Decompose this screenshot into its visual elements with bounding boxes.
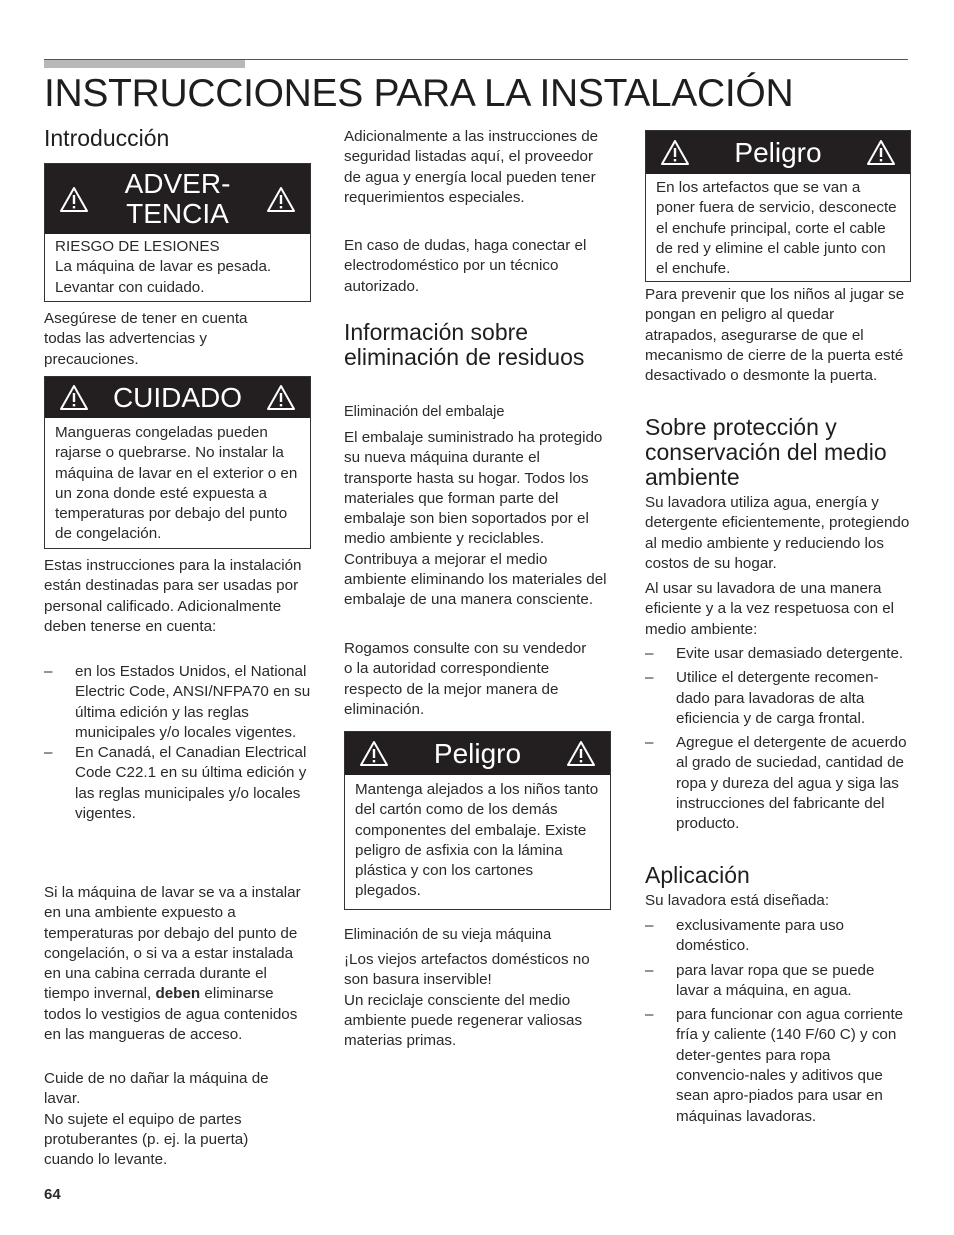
peligro-body: En los artefactos que se van a poner fuera de servicio, desconecte el enchufe principal, corte el cable de red y elimine el cable junto con el enchufe. bbox=[656, 179, 897, 278]
col2-para1: Adicionalmente a las instrucciones de seguridad listadas aquí, el proveedor de agua y energía local pueden tener requerimientos especiales. bbox=[344, 128, 599, 206]
warning-triangle-icon bbox=[266, 186, 296, 213]
advertencia-risk-label: RIESGO DE LESIONES bbox=[55, 238, 220, 255]
list-item: – Utilice el detergente recomen-dado para lavadoras de alta eficiencia y de carga frontal. bbox=[645, 668, 907, 729]
advertencia-title-line2: TENCIA bbox=[126, 198, 229, 229]
col1-para4-line2: No sujete el equipo de partes protuberantes (p. ej. la puerta) cuando lo levante. bbox=[44, 1110, 249, 1169]
warning-triangle-icon bbox=[359, 740, 389, 767]
col2-para4: Rogamos consulte con su vendedor o la autoridad correspondiente respecto de la mejor manera de eliminación. bbox=[344, 640, 587, 718]
list-item: – Evite usar demasiado detergente. bbox=[645, 644, 907, 664]
packaging-subheading: Eliminación del embalaje bbox=[344, 404, 505, 420]
col3-para4: Su lavadora está diseñada: bbox=[645, 892, 830, 909]
col1-para3-text-end: eliminarse todos lo vestigios de agua contenidos en las mangueras de acceso. bbox=[44, 985, 298, 1044]
warning-triangle-icon bbox=[266, 384, 296, 411]
list-item: – en los Estados Unidos, el National Electric Code, ANSI/NFPA70 en su última edición y las reglas municipales y/o locales vigentes. bbox=[44, 662, 312, 743]
cuidado-title: CUIDADO bbox=[112, 382, 243, 413]
peligro-title: Peligro bbox=[734, 137, 822, 168]
list-item: – exclusivamente para uso doméstico. bbox=[645, 916, 907, 957]
environment-heading: Sobre protección y conservación del medio ambiente bbox=[645, 414, 887, 490]
col1-para1: Asegúrese de tener en cuenta todas las advertencias y precauciones. bbox=[44, 310, 248, 368]
col2-para5 bbox=[344, 950, 606, 1051]
peligro-header bbox=[345, 732, 610, 775]
peligro-body: Mantenga alejados a los niños tanto del cartón como de los demás componentes del embalaje. Existe peligro de asfixia con la lámina plástica y con los cartones plegados. bbox=[355, 781, 599, 900]
cuidado-body: Mangueras congeladas pueden rajarse o quebrarse. No instalar la máquina de lavar en el exterior o en un zona donde esté expuesta a temperaturas por debajo del punto de congelación. bbox=[55, 424, 298, 543]
page-title: INSTRUCCIONES PARA LA INSTALACIÓN bbox=[44, 72, 794, 115]
peligro-title: Peligro bbox=[433, 738, 522, 769]
application-heading: Aplicación bbox=[645, 862, 750, 888]
col1-para3-bold: deben bbox=[155, 985, 201, 1003]
column-1 bbox=[44, 126, 312, 151]
old-machine-subheading: Eliminación de su vieja máquina bbox=[344, 927, 552, 943]
warning-triangle-icon bbox=[566, 740, 596, 767]
cuidado-box bbox=[44, 376, 311, 549]
col3-list1 bbox=[645, 644, 907, 835]
advertencia-text: La máquina de lavar es pesada. Levantar con cuidado. bbox=[55, 258, 272, 296]
peligro-box-packaging bbox=[344, 731, 611, 910]
col1-para2: Estas instrucciones para la instalación están destinadas para ser usadas por personal calificado. Adicionalmente deben tenerse en cuenta: bbox=[44, 557, 302, 635]
list-item: – En Canadá, el Canadian Electrical Code C22.1 en su última edición y las reglas municipales y/o locales vigentes. bbox=[44, 743, 312, 824]
cuidado-header bbox=[45, 377, 310, 418]
col2-para3: El embalaje suministrado ha protegido su nueva máquina durante el transporte hasta su hogar. Todos los materiales que forman parte del embalaje son bien soportados por el medio ambiente y reciclables. Contribuya a mejorar el medio ambiente eliminando los materiales del embalaje de una manera consciente. bbox=[344, 429, 607, 609]
peligro-header bbox=[646, 131, 910, 174]
intro-heading: Introducción bbox=[44, 125, 170, 151]
list-item: – para funcionar con agua corriente fría y caliente (140 F/60 C) y con deter-gentes para ropa convencio-nales y aditivos que sean apro-piados para usar en máquinas lavadoras. bbox=[645, 1005, 907, 1127]
col3-para2: Su lavadora utiliza agua, energía y detergente eficientemente, protegiendo al medio ambiente y reduciendo los costos de su hogar. bbox=[645, 494, 910, 572]
advertencia-title bbox=[89, 169, 266, 229]
warning-triangle-icon bbox=[59, 186, 89, 213]
col3-list2 bbox=[645, 916, 907, 1127]
col3-para1: Para prevenir que los niños al jugar se pongan en peligro al quedar atrapados, asegurarse de que el mecanismo de cierre de la puerta esté desactivado o desmonte la puerta. bbox=[645, 286, 905, 385]
list-item: – para lavar ropa que se puede lavar a máquina, en agua. bbox=[645, 961, 907, 1002]
advertencia-box bbox=[44, 163, 311, 302]
waste-disposal-heading: Información sobre eliminación de residuos bbox=[344, 319, 585, 370]
warning-triangle-icon bbox=[660, 139, 690, 166]
top-accent-bar bbox=[44, 60, 245, 68]
warning-triangle-icon bbox=[866, 139, 896, 166]
col2-para5-line1: ¡Los viejos artefactos domésticos no son basura inservible! bbox=[344, 951, 590, 989]
page-number: 64 bbox=[44, 1186, 61, 1203]
col1-para3 bbox=[44, 883, 312, 1045]
advertencia-header bbox=[45, 164, 310, 234]
col1-list bbox=[44, 662, 312, 824]
col1-para4 bbox=[44, 1069, 294, 1170]
col1-para4-line1: Cuide de no dañar la máquina de lavar. bbox=[44, 1070, 269, 1108]
advertencia-body bbox=[45, 234, 310, 304]
col3-para3: Al usar su lavadora de una manera eficiente y a la vez respetuosa con el medio ambiente: bbox=[645, 580, 895, 638]
advertencia-title-line1: ADVER- bbox=[124, 168, 231, 199]
col2-para5-line2: Un reciclaje consciente del medio ambiente puede regenerar valiosas materias primas. bbox=[344, 991, 583, 1050]
col2-para2: En caso de dudas, haga conectar el electrodoméstico por un técnico autorizado. bbox=[344, 237, 587, 295]
col1-para3-text: Si la máquina de lavar se va a instalar en una ambiente expuesto a temperaturas por debajo del punto de congelación, o si va a estar instalada en una cabina cerrada durante el tiempo invernal, bbox=[44, 884, 301, 1003]
peligro-box-disposal bbox=[645, 130, 911, 282]
list-item: – Agregue el detergente de acuerdo al grado de suciedad, cantidad de ropa y dureza del agua y siga las instrucciones del fabricante del producto. bbox=[645, 733, 907, 834]
warning-triangle-icon bbox=[59, 384, 89, 411]
